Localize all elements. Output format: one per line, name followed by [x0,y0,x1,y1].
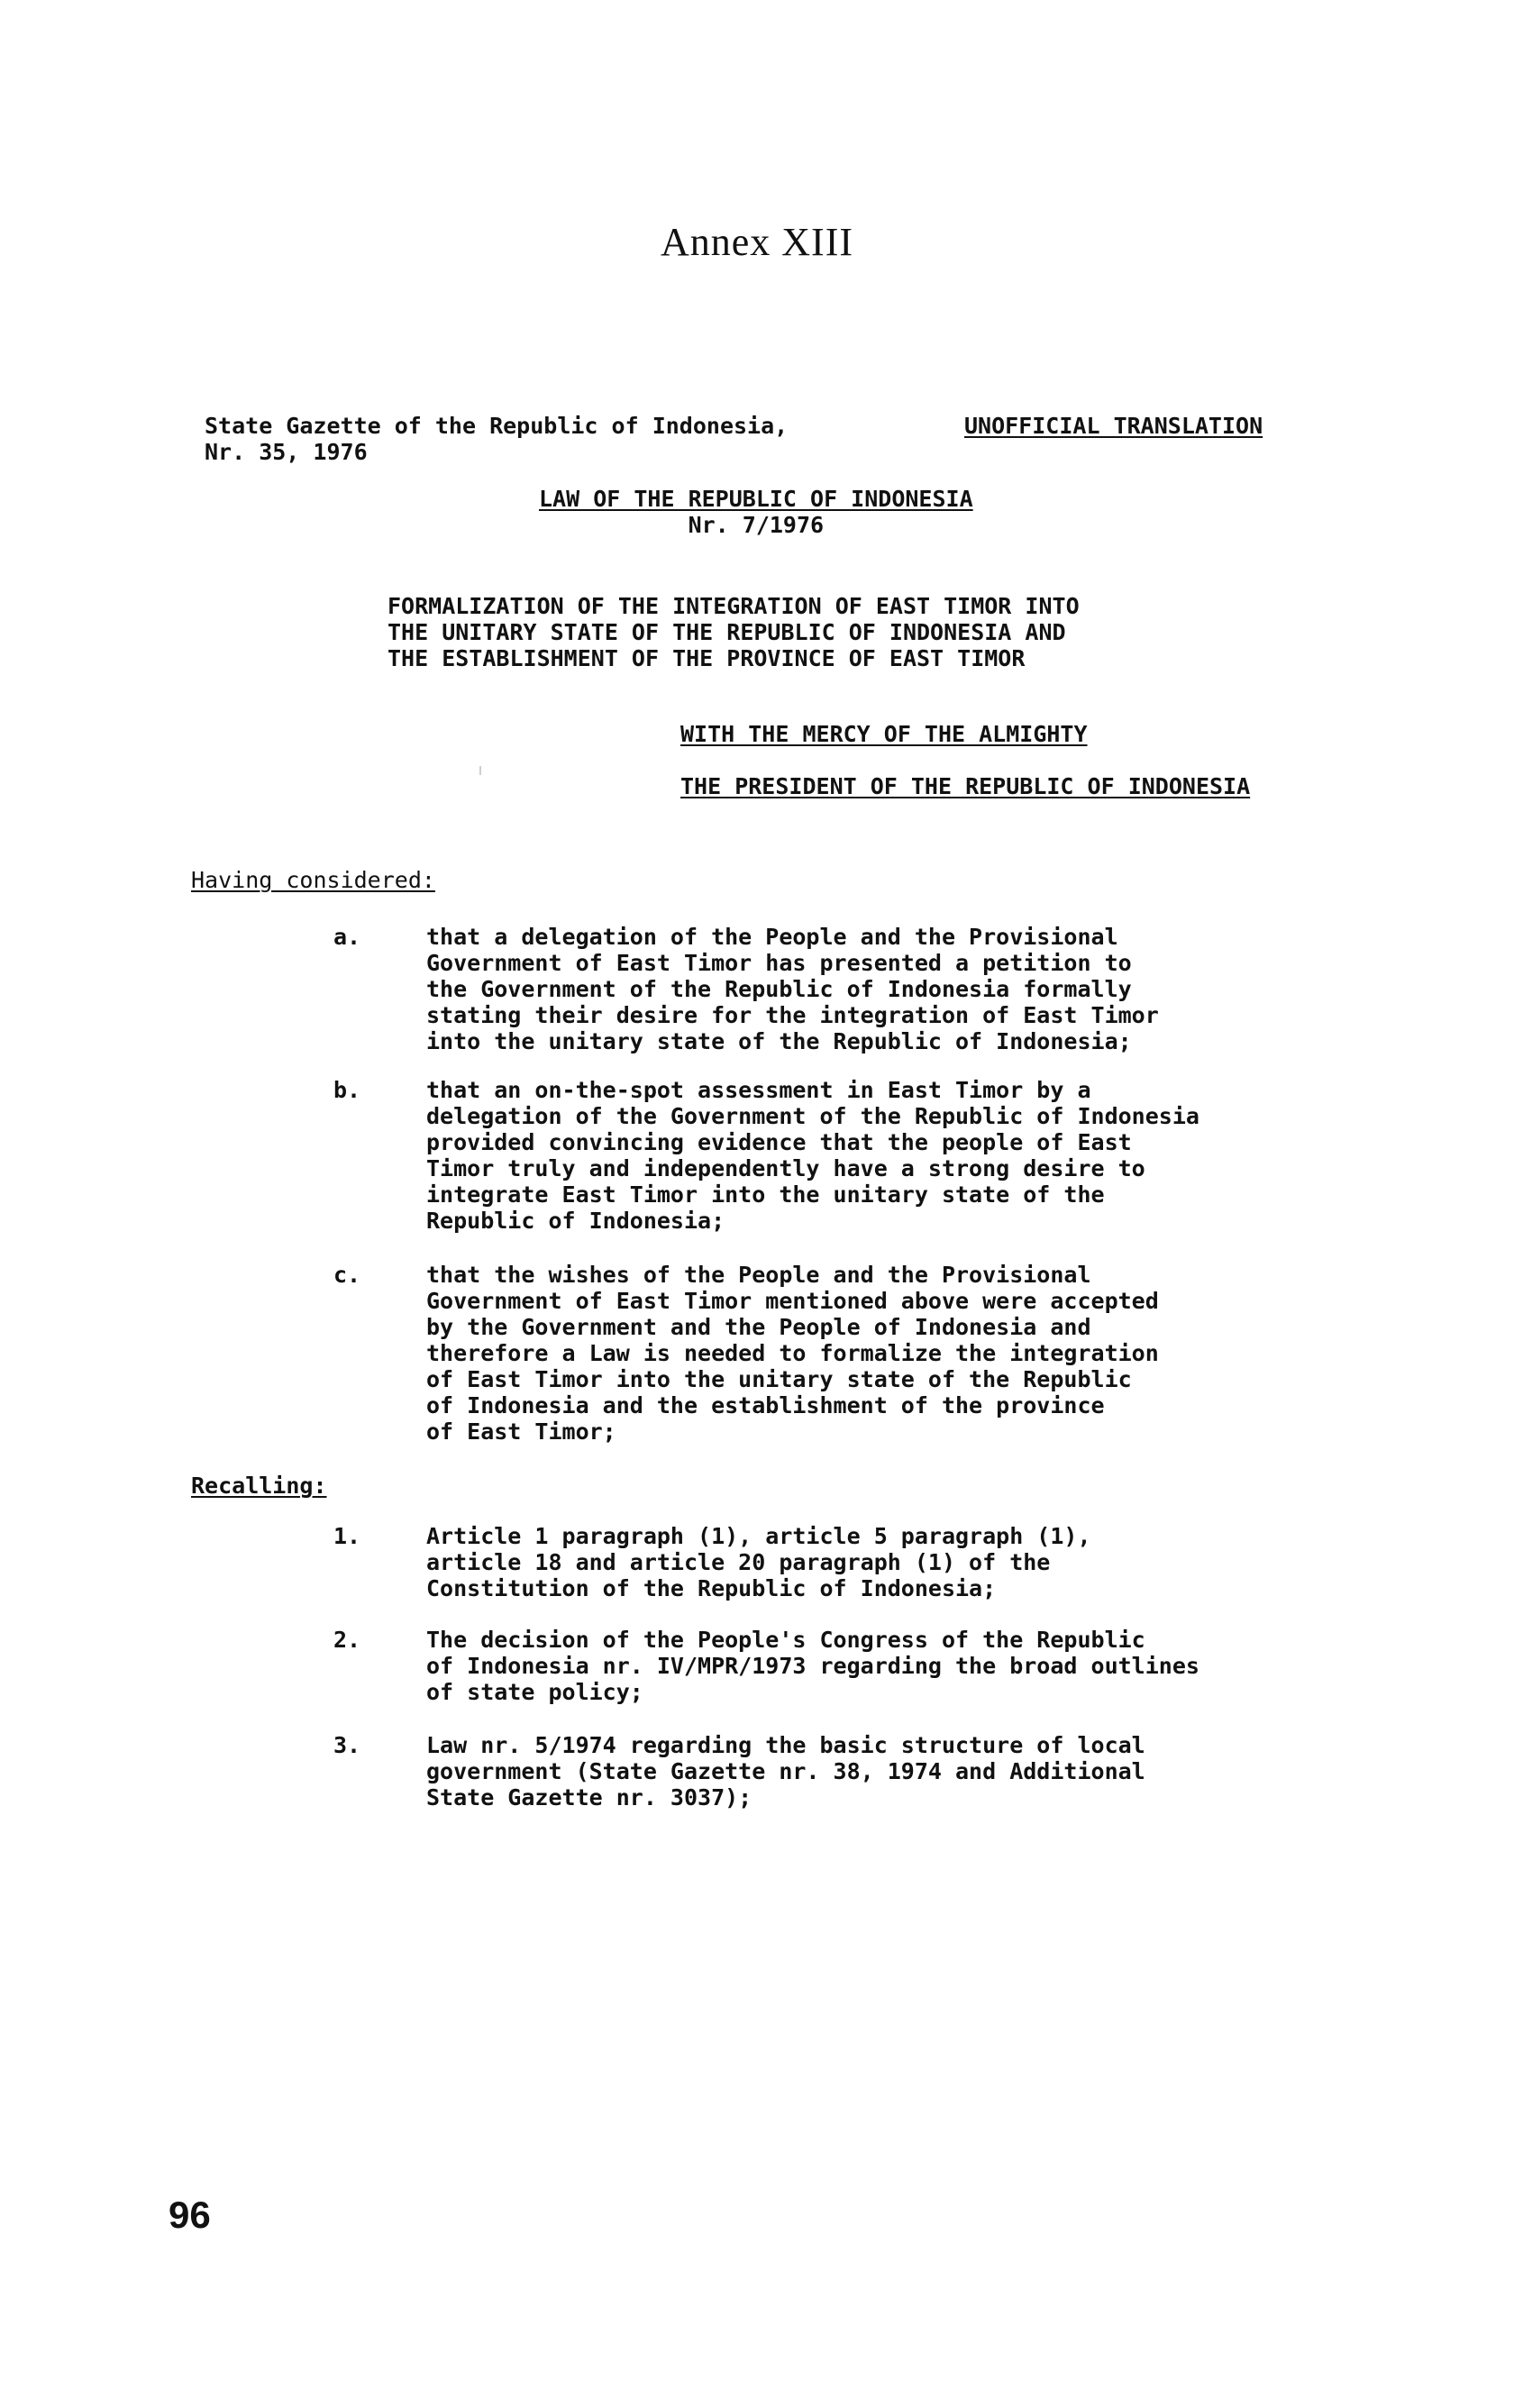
considered-item-c-text: that the wishes of the People and the Provisional Government of East Timor mentioned above were accepted by the Government and the People of Indonesia and therefore a Law is needed to formalize the integration of East Timor into the unitary state of the Republic of Indonesia and the establishment of the province of East Timor; [426,1262,1159,1445]
law-subject-line: FORMALIZATION OF THE INTEGRATION OF EAST TIMOR INTO [388,593,1080,619]
law-subject [388,593,1080,671]
law-subject-line: THE ESTABLISHMENT OF THE PROVINCE OF EAST TIMOR [388,645,1026,671]
recalling-item-2-marker: 2. [333,1627,361,1653]
annex-title: Annex XIII [660,220,854,264]
recalling-item-3-text: Law nr. 5/1974 regarding the basic structure of local government (State Gazette nr. 38, 1974 and Additional State Gazette nr. 3037); [426,1732,1145,1811]
gazette-reference [205,413,788,465]
having-considered-label: Having considered: [191,867,435,893]
law-title: LAW OF THE REPUBLIC OF INDONESIA [539,486,973,512]
law-heading [539,486,973,538]
considered-item-b-marker: b. [333,1077,361,1103]
mercy-line: WITH THE MERCY OF THE ALMIGHTY [680,721,1088,747]
recalling-item-3-marker: 3. [333,1732,361,1758]
scan-mark [479,766,481,775]
considered-item-a-marker: a. [333,924,361,950]
page-number: 96 [169,2194,211,2236]
recalling-item-1-marker: 1. [333,1523,361,1549]
gazette-line-2: Nr. 35, 1976 [205,439,368,465]
considered-item-a-text: that a delegation of the People and the Provisional Government of East Timor has presented a petition to the Government of the Republic of Indonesia formally stating their desire for the integration of East Timor into the unitary state of the Republic of Indonesia; [426,924,1159,1054]
law-number: Nr. 7/1976 [688,512,825,538]
recalling-label: Recalling: [191,1473,327,1499]
recalling-item-2-text: The decision of the People's Congress of the Republic of Indonesia nr. IV/MPR/1973 regarding the broad outlines of state policy; [426,1627,1199,1705]
considered-item-b-text: that an on-the-spot assessment in East Timor by a delegation of the Government of the Republic of Indonesia provided convincing evidence that the people of East Timor truly and independently have a strong desire to integrate East Timor into the unitary state of the Republic of Indonesia; [426,1077,1199,1234]
gazette-line-1: State Gazette of the Republic of Indonesia, [205,413,789,439]
translation-note: UNOFFICIAL TRANSLATION [964,413,1263,439]
considered-item-c-marker: c. [333,1262,361,1288]
law-subject-line: THE UNITARY STATE OF THE REPUBLIC OF INDONESIA AND [388,619,1066,645]
recalling-item-1-text: Article 1 paragraph (1), article 5 paragraph (1), article 18 and article 20 paragraph (1) of the Constitution of the Republic of Indonesia; [426,1523,1091,1601]
president-line: THE PRESIDENT OF THE REPUBLIC OF INDONESIA [680,773,1251,799]
